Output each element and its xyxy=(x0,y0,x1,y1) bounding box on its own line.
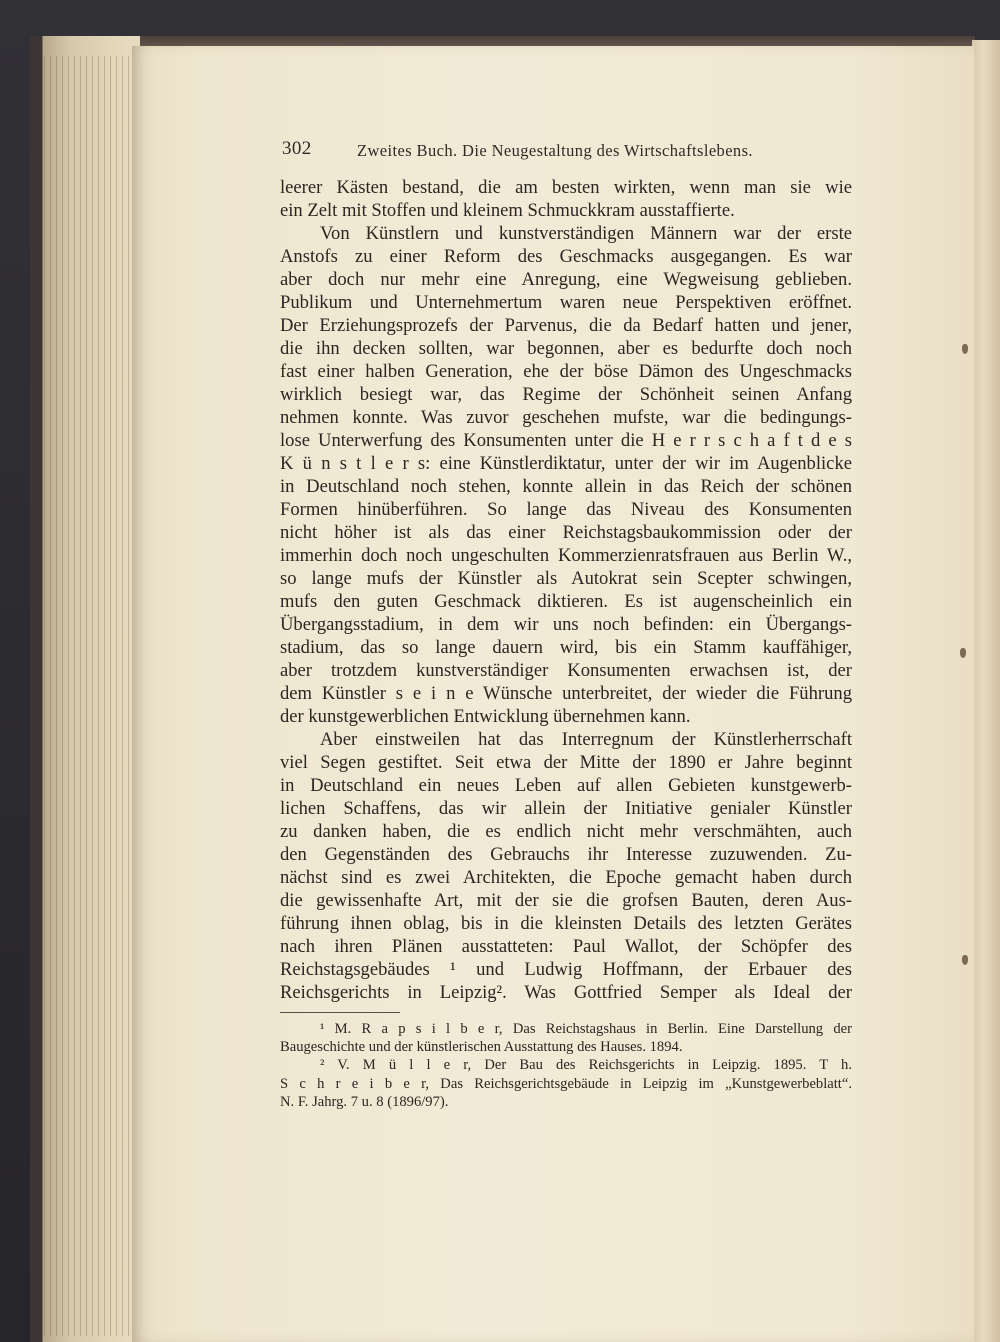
text-line: nehmen konnte. Was zuvor geschehen mufste, war die bedingungs- xyxy=(280,407,852,428)
text-line: der kunstgewerblichen Entwicklung übernehmen kann. xyxy=(280,706,691,727)
text-line: dem Künstler s e i n e Wünsche unterbreitet, der wieder die Führung xyxy=(280,683,852,704)
text-line: Publikum und Unternehmertum waren neue Perspektiven eröffnet. xyxy=(280,292,852,313)
footnote-line: N. F. Jahrg. 7 u. 8 (1896/97). xyxy=(280,1093,449,1110)
body-text xyxy=(280,176,852,1004)
text-line: aber trotzdem kunstverständiger Konsumenten erwachsen ist, der xyxy=(280,660,852,681)
text-line: lose Unterwerfung des Konsumenten unter die H e r r s c h a f t d e s xyxy=(280,430,852,451)
text-line: Von Künstlern und kunstverständigen Männern war der erste xyxy=(320,223,852,244)
text-line: Anstofs zu einer Reform des Geschmacks ausgegangen. Es war xyxy=(280,246,852,267)
text-line: aber doch nur mehr eine Anregung, eine Wegweisung geblieben. xyxy=(280,269,852,290)
text-line: nächst sind es zwei Architekten, die Epoche gemacht haben durch xyxy=(280,867,852,888)
footnote-line: S c h r e i b e r, Das Reichsgerichtsgebäude in Leipzig im „Kunstgewerbeblatt“. xyxy=(280,1075,852,1092)
text-line: ein Zelt mit Stoffen und kleinem Schmuckkram ausstaffierte. xyxy=(280,200,735,221)
running-header xyxy=(282,139,842,161)
footnotes xyxy=(280,1020,852,1111)
text-line: nicht höher ist als das einer Reichstagsbaukommission oder der xyxy=(280,522,852,543)
text-line: so lange mufs der Künstler als Autokrat sein Scepter schwingen, xyxy=(280,568,852,589)
text-line: nach ihren Plänen ausstatteten: Paul Wallot, der Schöpfer des xyxy=(280,936,852,957)
footnote-rule xyxy=(280,1012,400,1013)
margin-mark xyxy=(962,955,968,965)
page-number: 302 xyxy=(282,138,312,159)
text-line: die ihn decken sollten, war begonnen, aber es bedurfte doch noch xyxy=(280,338,852,359)
text-line: leerer Kästen bestand, die am besten wirkten, wenn man sie wie xyxy=(280,177,852,198)
text-line: Der Erziehungsprozefs der Parvenus, die da Bedarf hatten und jener, xyxy=(280,315,852,336)
page-stack-stripes xyxy=(44,56,136,1336)
text-line: Reichsgerichts in Leipzig². Was Gottfried Semper als Ideal der xyxy=(280,982,852,1003)
footnote-line: ² V. M ü l l e r, Der Bau des Reichsgerichts in Leipzig. 1895. T h. xyxy=(320,1057,852,1074)
text-line: K ü n s t l e r s: eine Künstlerdiktatur, unter der wir im Augenblicke xyxy=(280,453,852,474)
text-line: stadium, das so lange dauern wird, bis ein Stamm kauffähiger, xyxy=(280,637,852,658)
text-line: Übergangsstadium, in dem wir uns noch befinden: ein Übergangs- xyxy=(280,614,852,635)
text-line: Formen hinüberführen. So lange das Niveau des Konsumenten xyxy=(280,499,852,520)
text-line: mufs den guten Geschmack diktieren. Es ist augenscheinlich ein xyxy=(280,591,852,612)
text-line: zu danken haben, die es endlich nicht mehr verschmähten, auch xyxy=(280,821,852,842)
right-page-edge xyxy=(972,40,1000,1342)
text-line: wirklich besiegt war, das Regime der Schönheit seinen Anfang xyxy=(280,384,852,405)
text-line: immerhin doch noch ungeschulten Kommerzienratsfrauen aus Berlin W., xyxy=(280,545,852,566)
page-stack-edge xyxy=(30,36,140,1342)
margin-mark xyxy=(962,344,968,354)
text-line: Aber einstweilen hat das Interregnum der Künstlerherrschaft xyxy=(320,729,852,750)
text-line: Reichstagsgebäudes ¹ und Ludwig Hoffmann, der Erbauer des xyxy=(280,959,852,980)
text-line: lichen Schaffens, das wir allein der Initiative genialer Künstler xyxy=(280,798,852,819)
footnote-line: Baugeschichte und der künstlerischen Ausstattung des Hauses. 1894. xyxy=(280,1039,683,1056)
text-line: den Gegenständen des Gebrauchs ihr Interesse zuzuwenden. Zu- xyxy=(280,844,852,865)
running-title: Zweites Buch. Die Neugestaltung des Wirtschaftslebens. xyxy=(357,141,753,160)
text-line: fast einer halben Generation, ehe der böse Dämon des Ungeschmacks xyxy=(280,361,852,382)
margin-mark xyxy=(960,648,966,658)
text-line: führung ihnen oblag, bis in die kleinsten Details des letzten Gerätes xyxy=(280,913,852,934)
text-line: in Deutschland ein neues Leben auf allen Gebieten kunstgewerb- xyxy=(280,775,852,796)
footnote-line: ¹ M. R a p s i l b e r, Das Reichstagshaus in Berlin. Eine Darstellung der xyxy=(320,1021,852,1037)
text-line: viel Segen gestiftet. Seit etwa der Mitte der 1890 er Jahre beginnt xyxy=(280,752,852,773)
text-line: die gewissenhafte Art, mit der sie die grofsen Bauten, deren Aus- xyxy=(280,890,852,911)
text-line: in Deutschland noch stehen, konnte allein in das Reich der schönen xyxy=(280,476,852,497)
